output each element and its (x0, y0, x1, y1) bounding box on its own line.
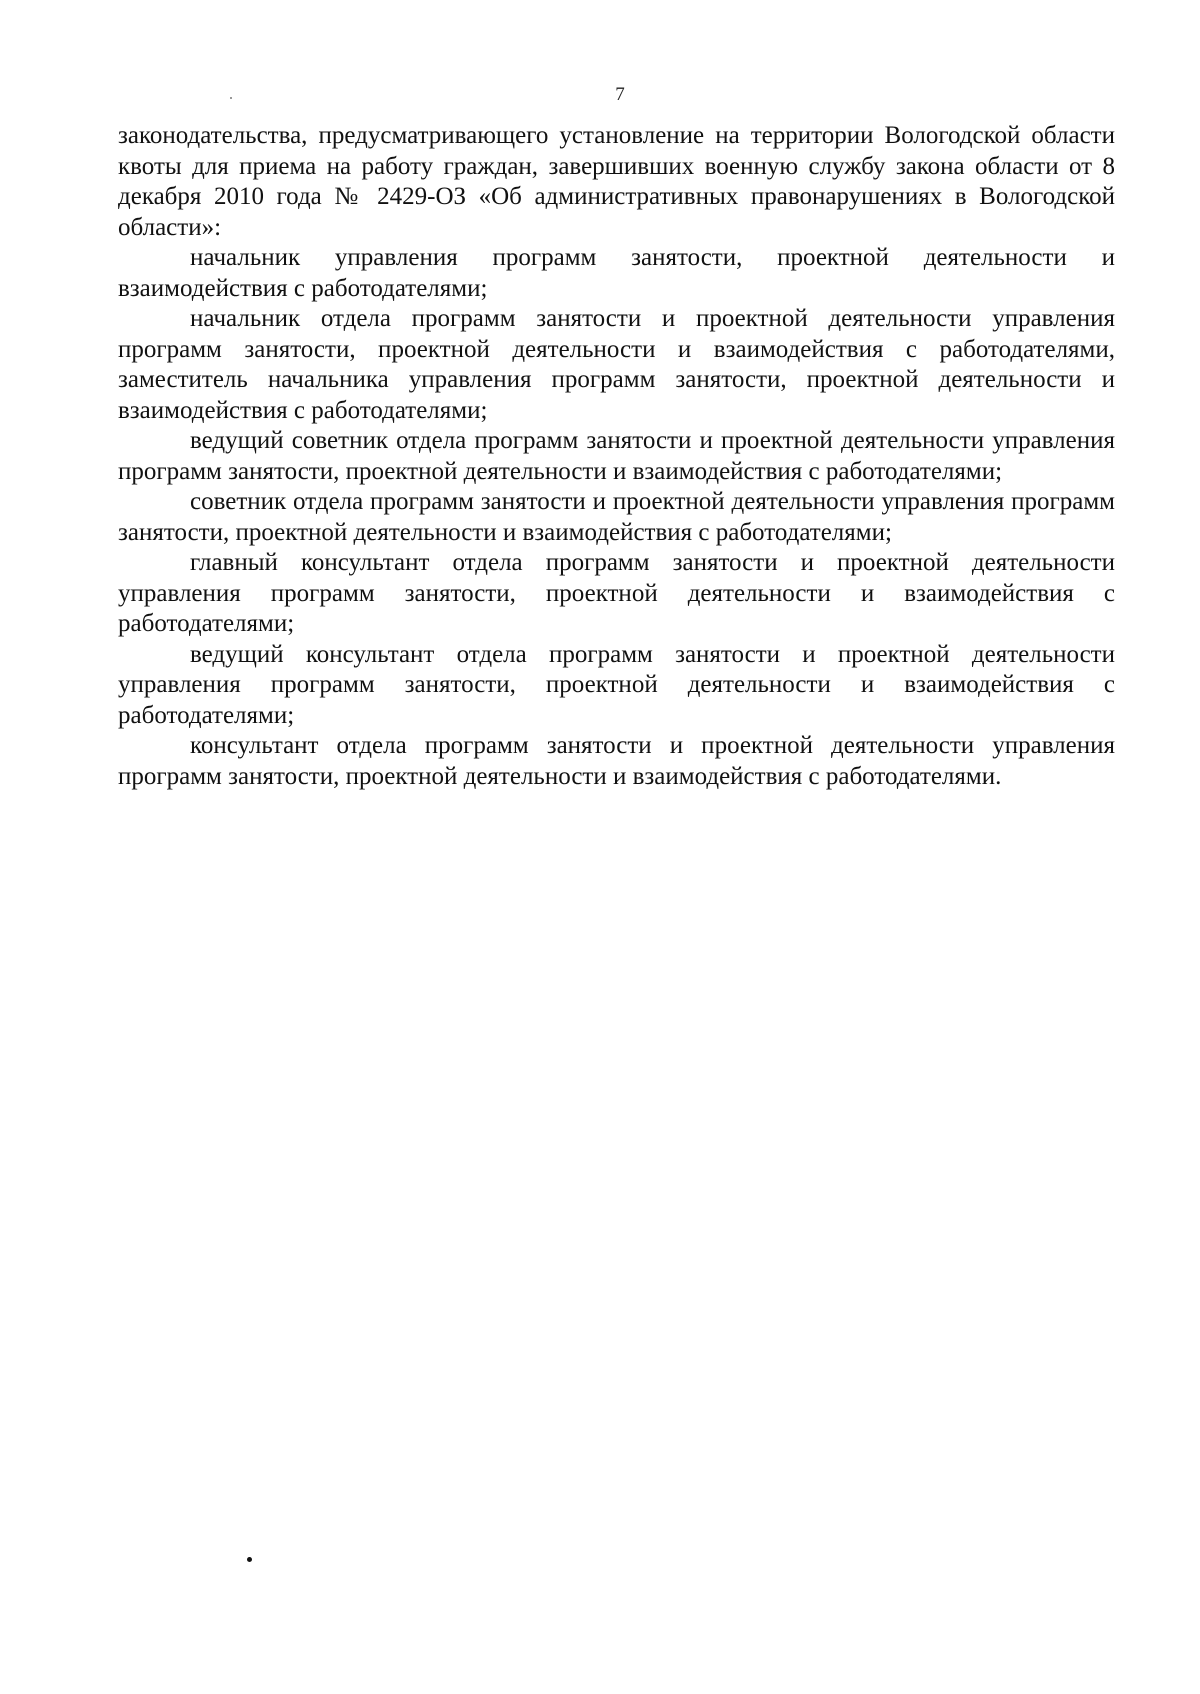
paragraph-adviser: советник отдела программ занятости и проектной деятельности управления программ занятости, проектной деятельности и взаимодействия с работодателями; (118, 488, 1115, 546)
document-body (118, 121, 1115, 792)
paragraph-consultant: консультант отдела программ занятости и проектной деятельности управления программ занятости, проектной деятельности и взаимодействия с работодателями. (118, 732, 1115, 790)
paragraph-head-of-division: начальник отдела программ занятости и проектной деятельности управления программ занятости, проектной деятельности и взаимодействия с работодателями, заместитель начальника управления программ занятости, проектной деятельности и взаимодействия с работодателями; (118, 305, 1115, 424)
scan-dot (247, 1557, 252, 1562)
paragraph-leading-consultant: ведущий консультант отдела программ занятости и проектной деятельности управления программ занятости, проектной деятельности и взаимодействия с работодателями; (118, 640, 1115, 729)
page-number: 7 (615, 84, 625, 105)
paragraph-law-reference: законодательства, предусматривающего установление на территории Вологодской области квоты для приема на работу граждан, завершивших военную службу закона области от 8 декабря 2010 года № 2429-ОЗ «Об административных правонарушениях в Вологодской области»: (118, 122, 1115, 241)
paragraph-chief-consultant: главный консультант отдела программ занятости и проектной деятельности управления программ занятости, проектной деятельности и взаимодействия с работодателями; (118, 549, 1115, 637)
paragraph-leading-adviser: ведущий советник отдела программ занятости и проектной деятельности управления программ занятости, проектной деятельности и взаимодействия с работодателями; (118, 427, 1115, 485)
paragraph-head-of-department: начальник управления программ занятости, проектной деятельности и взаимодействия с работодателями; (118, 244, 1115, 302)
